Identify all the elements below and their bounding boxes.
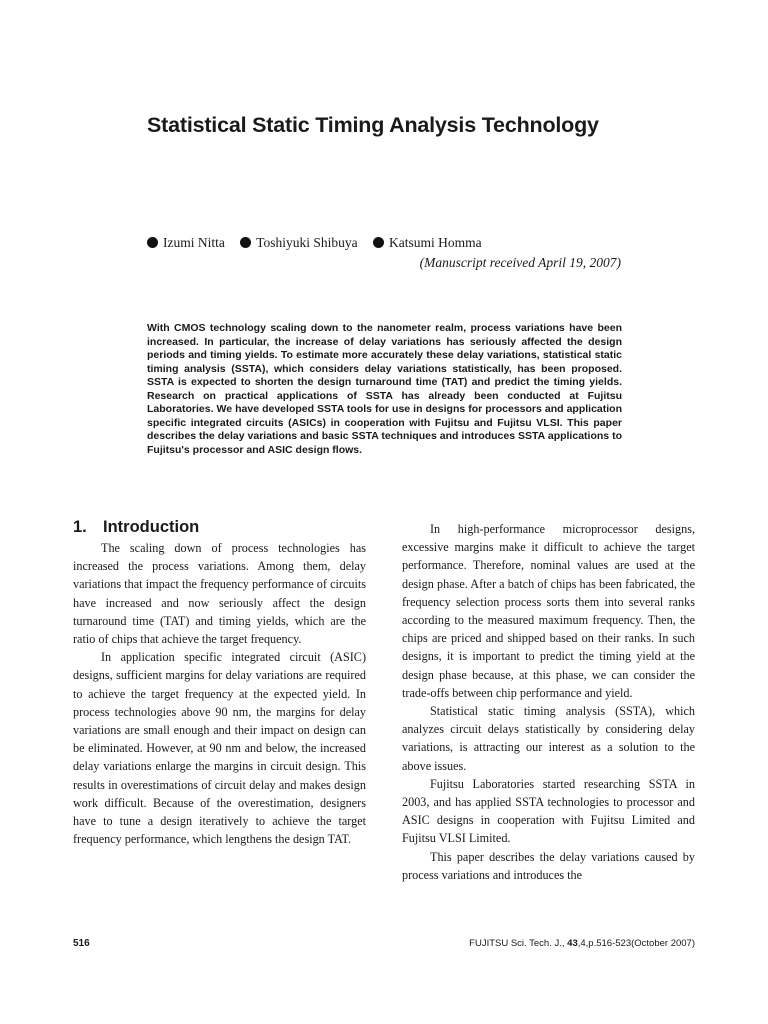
journal-volume: 43 [567, 938, 578, 949]
right-column [402, 520, 695, 884]
paragraph: This paper describes the delay variations caused by process variations and introduces the [402, 849, 695, 882]
manuscript-received-date: (Manuscript received April 19, 2007) [419, 255, 621, 270]
author: Katsumi Homma [373, 235, 482, 251]
bullet-icon [240, 237, 251, 248]
left-column [73, 516, 366, 848]
abstract: With CMOS technology scaling down to the nanometer realm, process variations have been increased. In particular, the increase of delay variations has seriously affected the design periods and timing yields. To estimate more accurately these delay variations, statistical static timing analysis (SSTA), which considers delay variations statistically, has been proposed. SSTA is expected to shorten the design turnaround time (TAT) and predict the timing yields. Research on practical applications of SSTA has already been conducted at Fujitsu Laboratories. We have developed SSTA tools for use in designs for processors and application specific integrated circuits (ASICs) in cooperation with Fujitsu and Fujitsu VLSI. This paper describes the delay variations and basic SSTA techniques and introduces SSTA applications to Fujitsu's processor and ASIC design flows. [147, 322, 622, 456]
journal-citation: FUJITSU Sci. Tech. J., 43,4,p.516-523(October 2007) [469, 938, 695, 949]
paragraph: The scaling down of process technologies has increased the process variations. Among them, delay variations that impact the frequency performance of circuits have increased and now seriously affect the design turnaround time (TAT) and timing yields, which are the ratio of chips that achieve the target frequency. [73, 541, 366, 647]
author: Izumi Nitta [147, 235, 225, 251]
author-list [147, 235, 494, 251]
paper-title: Statistical Static Timing Analysis Technology [147, 113, 599, 137]
paragraph: In application specific integrated circuit (ASIC) designs, sufficient margins for delay variations are required to achieve the target frequency at the expected yield. In process technologies above 90 nm, the margins for delay variations are small enough and their impact on design can be eliminated. However, at 90 nm and below, the increased delay variations enlarge the margins in circuit design. This results in overestimations of circuit delay and makes design work difficult. Because of the overestimation, designers have to tune a design iteratively to achieve the target frequency performance, which lengthens the design TAT. [73, 650, 366, 847]
paragraph: In high-performance microprocessor designs, excessive margins make it difficult to achieve the target performance. Therefore, nominal values are used at the design phase. After a batch of chips has been fabricated, the frequency selection process sorts them into several ranks according to the measured maximum frequency. Then, the chips are priced and shipped based on their ranks. In such designs, it is important to predict the timing yield at the design phase because, at this phase, we can consider the trade-offs between chip performance and yield. [402, 522, 695, 700]
section-number: 1. [73, 518, 87, 536]
section-heading [73, 516, 366, 538]
paragraph: Fujitsu Laboratories started researching SSTA in 2003, and has applied SSTA technologies to processor and ASIC designs in cooperation with Fujitsu Limited and Fujitsu VLSI Limited. [402, 776, 695, 846]
author: Toshiyuki Shibuya [240, 235, 357, 251]
section-title: Introduction [103, 518, 200, 536]
bullet-icon [373, 237, 384, 248]
bullet-icon [147, 237, 158, 248]
paragraph: Statistical static timing analysis (SSTA), which analyzes circuit delays statistically by considering delay variations, is attracting our interest as a solution to the above issues. [402, 704, 695, 773]
page-number: 516 [73, 938, 90, 949]
